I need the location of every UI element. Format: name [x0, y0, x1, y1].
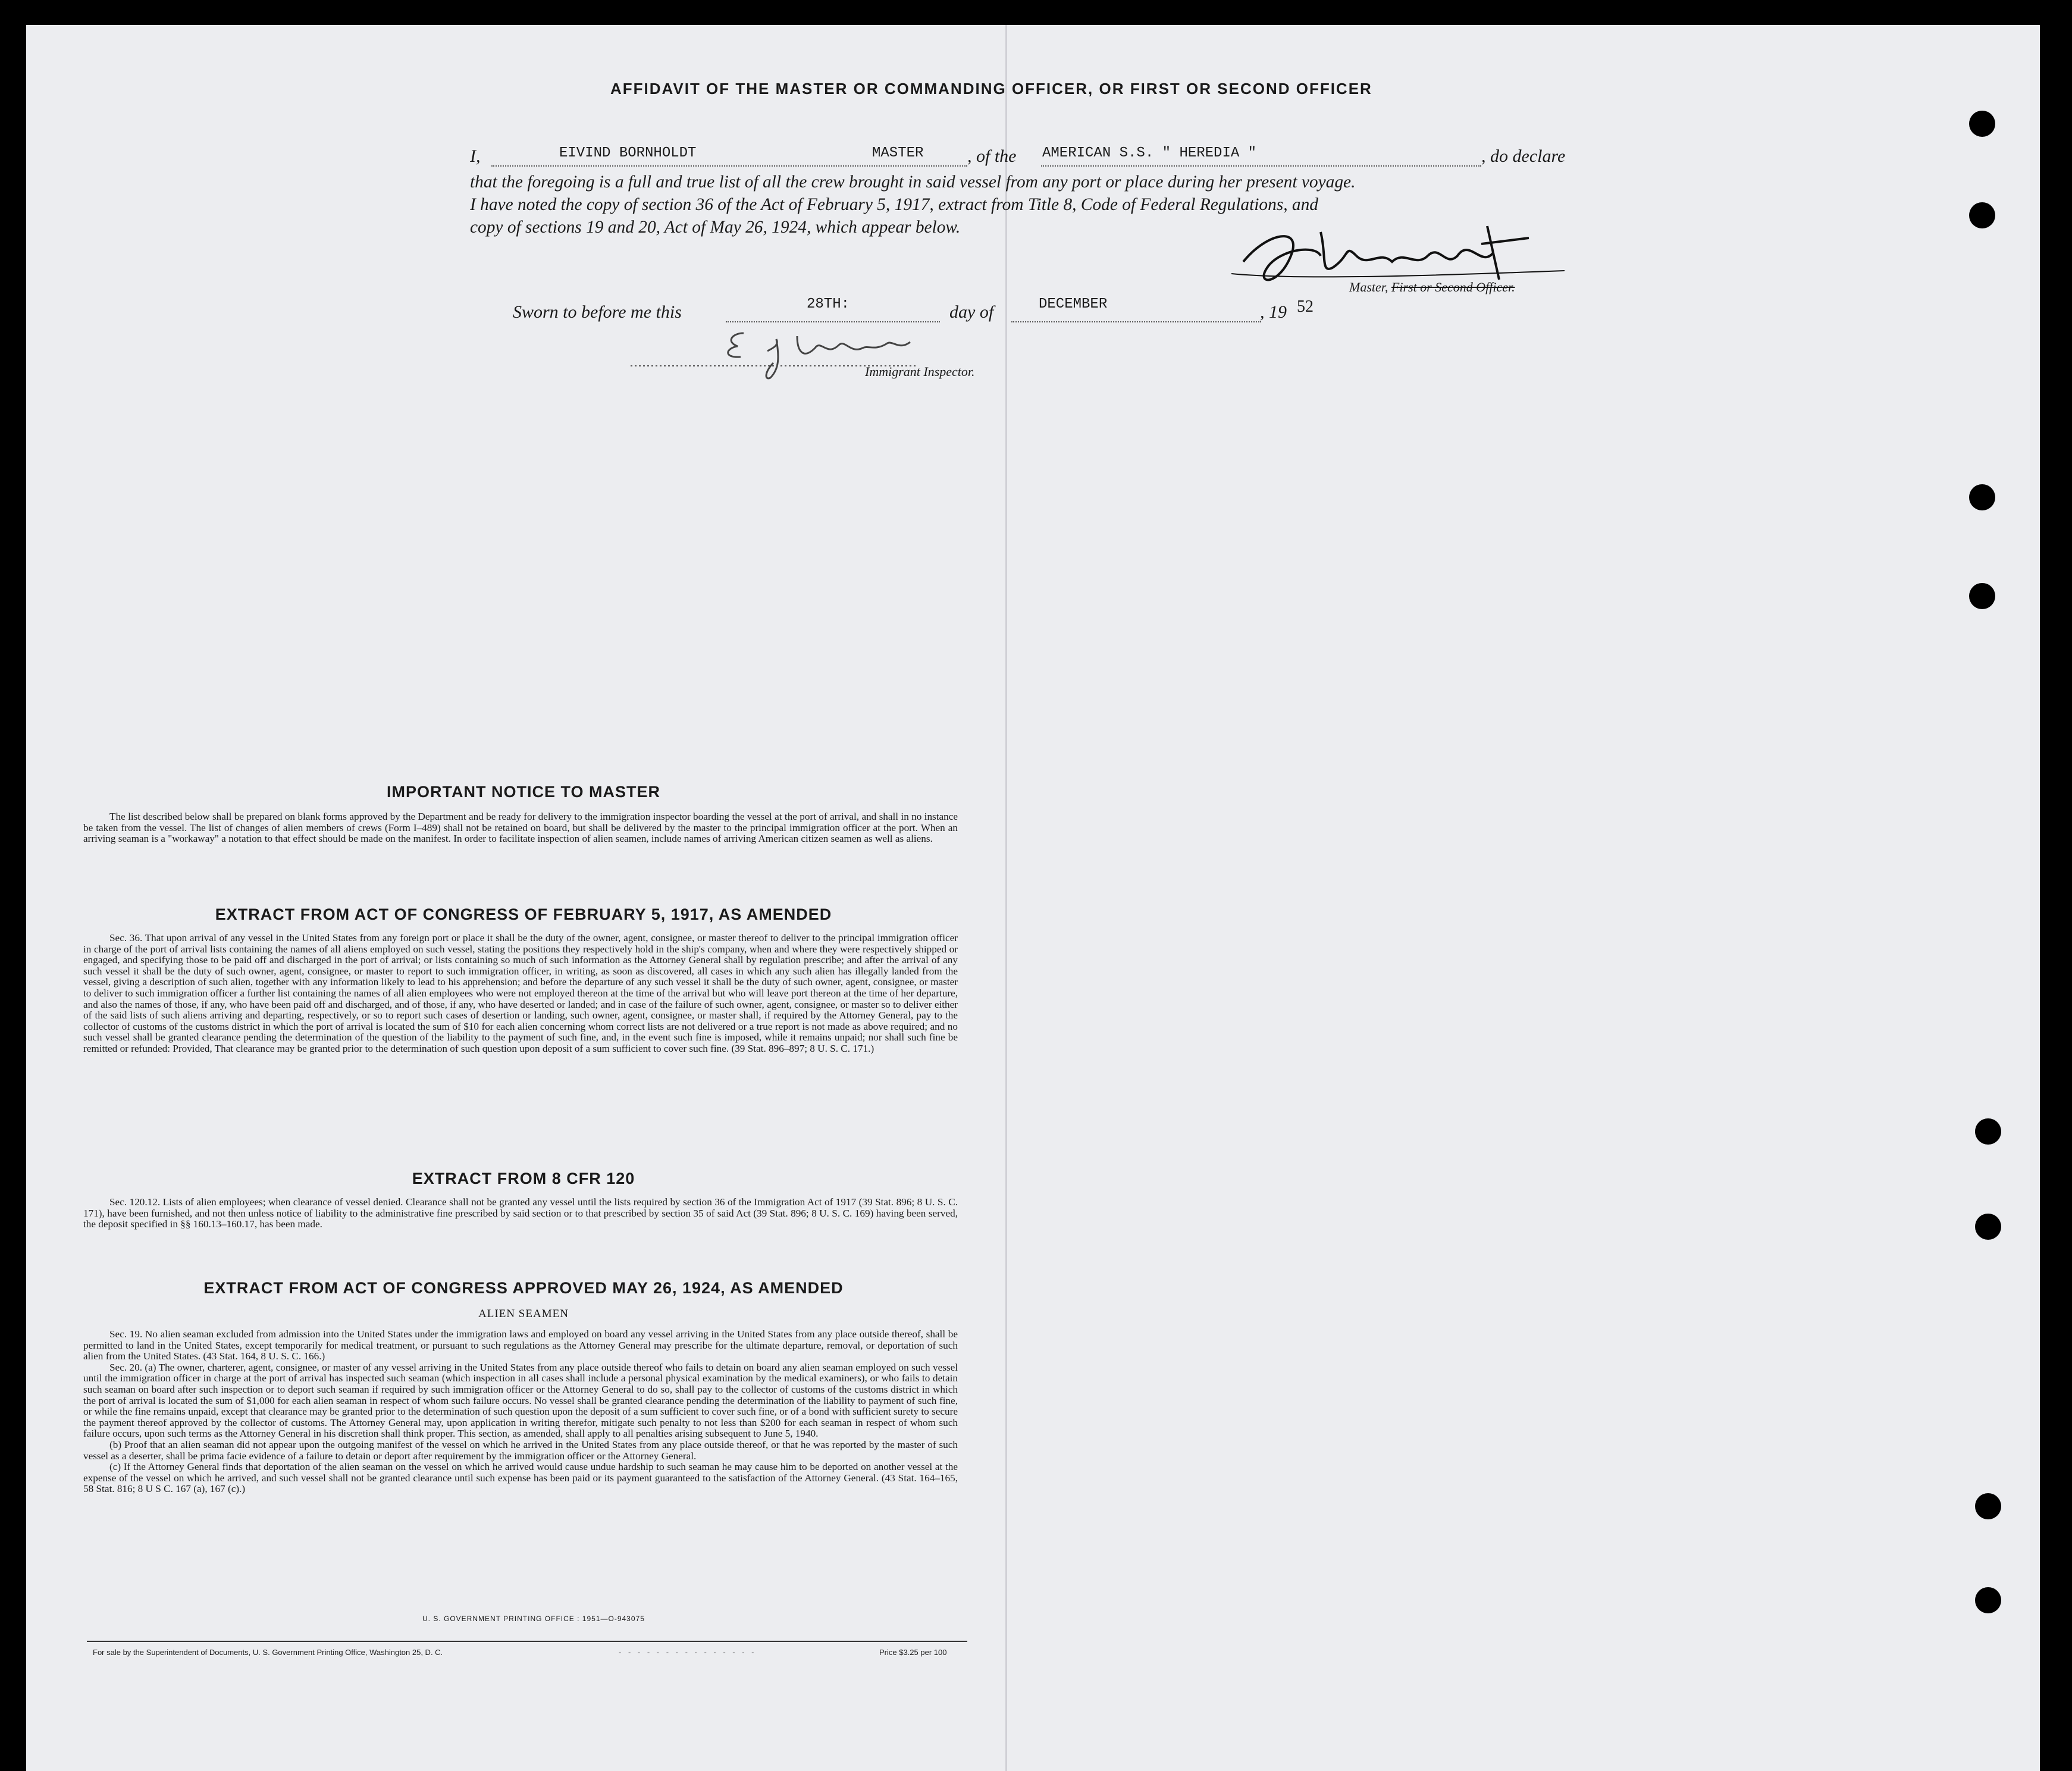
- sec20c-text: (c) If the Attorney General finds that deportation of the alien seaman on the vessel on which he arrived would cause undue hardship to such seaman he may cause him to be deported on another vessel at the expense of the vessel on which he arrived, and such vessel shall not be granted clearance until such expense has been paid or its payment guaranteed to the satisfaction of the Attorney General. (43 Stat. 164–165, 58 Stat. 816; 8 U S C. 167 (a), 167 (c).): [83, 1461, 958, 1495]
- footer-price: Price $3.25 per 100: [879, 1648, 947, 1657]
- punch-hole: [1975, 1214, 2001, 1240]
- name-field-line: [491, 165, 967, 167]
- gpo-line: U. S. GOVERNMENT PRINTING OFFICE : 1951—O-943075: [422, 1615, 645, 1623]
- extract-1924-title: EXTRACT FROM ACT OF CONGRESS APPROVED MAY 26, 1924, AS AMENDED: [203, 1279, 844, 1297]
- affidavit-line3: I have noted the copy of section 36 of the Act of February 5, 1917, extract from Title 8, Code of Federal Regulations, and: [470, 195, 1319, 214]
- sec20a-text: Sec. 20. (a) The owner, charterer, agent, consignee, or master of any vessel arriving in the United States from any place outside thereof who fails to detain on board any alien seaman employed on such vessel until the immigration officer in charge at the port of arrival has inspected such seaman (which inspection in all cases shall include a personal physical examination by the medical examiners), or who fails to detain such seaman on board after such inspection or to deport such seaman if required by such immigration officer or the Attorney General to do so, shall pay to the collector of customs of the customs district in which the port of arrival is located the sum of $1,000 for each alien seaman in respect of whom such failure occurs. No vessel shall be granted clearance pending the determination of the liability to payment of such fine, or while the fine remains unpaid, except that clearance may be granted prior to the determination of such question upon the deposit of a sum sufficient to cover such fine, or of a bond with sufficient surety to secure the payment thereof approved by the collector of customs. The Attorney General may, upon application in writing therefor, mitigate such penalty to not less than $200 for each seaman in respect of whom such failure occurs, upon such terms as the Attorney General in his discretion shall think proper. This section, as amended, shall apply to all penalties arising subsequent to June 5, 1940.: [83, 1361, 958, 1440]
- affidavit-line1-prefix: I,: [470, 146, 481, 166]
- vessel-name: AMERICAN S.S. " HEREDIA ": [1042, 145, 1257, 161]
- punch-hole: [1975, 1587, 2001, 1613]
- sec19-text: Sec. 19. No alien seaman excluded from admission into the United States under the immigration laws and employed on board any vessel arriving in the United States from any place outside thereof, shall be permitted to land in the United States, except temporarily for medical treatment, or pursuant to such regulations as the Attorney General may prescribe for the ultimate departure, removal, or deportation of such alien from the United States. (43 Stat. 164, 8 U. S. C. 166.): [83, 1328, 958, 1362]
- year-suffix: 52: [1297, 297, 1314, 316]
- punch-hole: [1975, 1493, 2001, 1519]
- master-name: EIVIND BORNHOLDT: [559, 145, 697, 161]
- extract-8cfr-title: EXTRACT FROM 8 CFR 120: [412, 1170, 635, 1187]
- punch-hole: [1969, 484, 1995, 510]
- document-page: [26, 25, 2040, 1771]
- footer-sale-text: For sale by the Superintendent of Documents, U. S. Government Printing Office, Washington 25, D. C.: [93, 1648, 443, 1657]
- sworn-month: DECEMBER: [1039, 296, 1108, 312]
- master-rank: MASTER: [872, 145, 924, 161]
- extract-1917-text: Sec. 36. That upon arrival of any vessel in the United States from any foreign port or place it shall be the duty of the owner, agent, consignee, or master thereof to deliver to the principal immigration officer in charge of the port of arrival lists containing the names of all aliens employed on such vessel, stating the positions they respectively hold in the ship's company, when and where they were respectively shipped or engaged, and specifying those to be paid off and discharged in the port of arrival; or lists containing so much of such information as the Attorney General shall by regulation prescribe; and after the arrival of any such vessel it shall be the duty of such owner, agent, consignee, or master to report to such immigration officer, in writing, as soon as discovered, all cases in which any such alien has illegally landed from the vessel, giving a description of such alien, together with any information likely to lead to his apprehension; and before the departure of any such vessel it shall be the duty of such owner, agent, consignee, or master to deliver to such immigration officer a further list containing the names of all alien employees who were not employed thereon at the time of the arrival but who will leave port thereon at the time of her departure, and also the names of those, if any, who have been paid off and discharged, and of those, if any, who have deserted or landed; and in case of the failure of such owner, agent, consignee, or master so to deliver either of the said lists of such aliens arriving and departing, respectively, or so to report such cases of desertion or landing, such owner, agent, consignee, or master shall, if required by the Attorney General, pay to the collector of customs of the customs district in which the port of arrival is located the sum of $10 for each alien concerning whom correct lists are not delivered or a true report is not made as above required; and no such vessel shall be granted clearance pending the determination of the question of the liability to the payment of such fine, and, in the event such fine is imposed, while it remains unpaid; nor shall such fine be remitted or refunded: Provided, That clearance may be granted prior to the determination of such question upon deposit of a sum sufficient to cover such fine. (39 Stat. 896–897; 8 U. S. C. 171.): [83, 932, 958, 1054]
- extract-1924-text: [83, 1329, 958, 1495]
- punch-hole: [1969, 202, 1995, 228]
- sworn-prefix: Sworn to before me this: [513, 302, 682, 322]
- inspector-caption: Immigrant Inspector.: [865, 364, 975, 379]
- year-prefix: , 19: [1260, 302, 1287, 322]
- affidavit-line4: copy of sections 19 and 20, Act of May 26, 1924, which appear below.: [470, 218, 961, 237]
- punch-hole: [1969, 111, 1995, 137]
- alien-seamen-subtitle: ALIEN SEAMEN: [478, 1308, 569, 1320]
- punch-hole: [1975, 1118, 2001, 1145]
- vessel-field-line: [1041, 165, 1481, 167]
- sworn-month-line: [1011, 321, 1261, 322]
- affidavit-line2: that the foregoing is a full and true list of all the crew brought in said vessel from any port or place during her present voyage.: [470, 173, 1356, 192]
- notice-text: The list described below shall be prepared on blank forms approved by the Department and be ready for delivery to the immigration inspector boarding the vessel at the port of arrival, and shall in no instance be taken from the vessel. The list of changes of alien members of crews (Form I–489) shall not be retained on board, but shall be delivered by the master to the principal immigration officer at the port. When an arriving seaman is a "workaway" a notation to that effect should be made on the manifest. In order to facilitate inspection of alien seamen, include names of arriving American citizen seamen as well as aliens.: [83, 811, 958, 845]
- of-the-label: , of the: [967, 146, 1017, 166]
- day-of-label: day of: [949, 302, 994, 322]
- page-fold: [1005, 25, 1007, 1771]
- notice-title: IMPORTANT NOTICE TO MASTER: [387, 783, 660, 801]
- sworn-day: 28TH:: [807, 296, 850, 312]
- sec20b-text: (b) Proof that an alien seaman did not appear upon the outgoing manifest of the vessel on which he arrived in the United States from any place outside thereof, or that he was reported by the master of such vessel as a deserter, shall be prima facie evidence of a failure to detain or deport after requirement by the immigration officer or the Attorney General.: [83, 1438, 958, 1462]
- extract-8cfr-text: Sec. 120.12. Lists of alien employees; when clearance of vessel denied. Clearance shall not be granted any vessel until the lists required by section 36 of the Immigration Act of 1917 (39 Stat. 896; 8 U. S. C. 171), have been furnished, and not then unless notice of liability to the administrative fine prescribed by said section or to that prescribed by section 35 of said Act (39 Stat. 896; 8 U. S. C. 169) having been served, the deposit specified in §§ 160.13–160.17, has been made.: [83, 1196, 958, 1230]
- footer-dots: - - - - - - - - - - - - - - -: [619, 1648, 757, 1657]
- signature-caption: Master, First or Second Officer.: [1349, 280, 1515, 294]
- affidavit-title: AFFIDAVIT OF THE MASTER OR COMMANDING OFFICER, OR FIRST OR SECOND OFFICER: [610, 80, 1372, 98]
- punch-hole: [1969, 583, 1995, 609]
- do-declare-label: , do declare: [1481, 146, 1566, 166]
- extract-1917-title: EXTRACT FROM ACT OF CONGRESS OF FEBRUARY 5, 1917, AS AMENDED: [215, 905, 832, 923]
- footer-rule: [87, 1641, 967, 1642]
